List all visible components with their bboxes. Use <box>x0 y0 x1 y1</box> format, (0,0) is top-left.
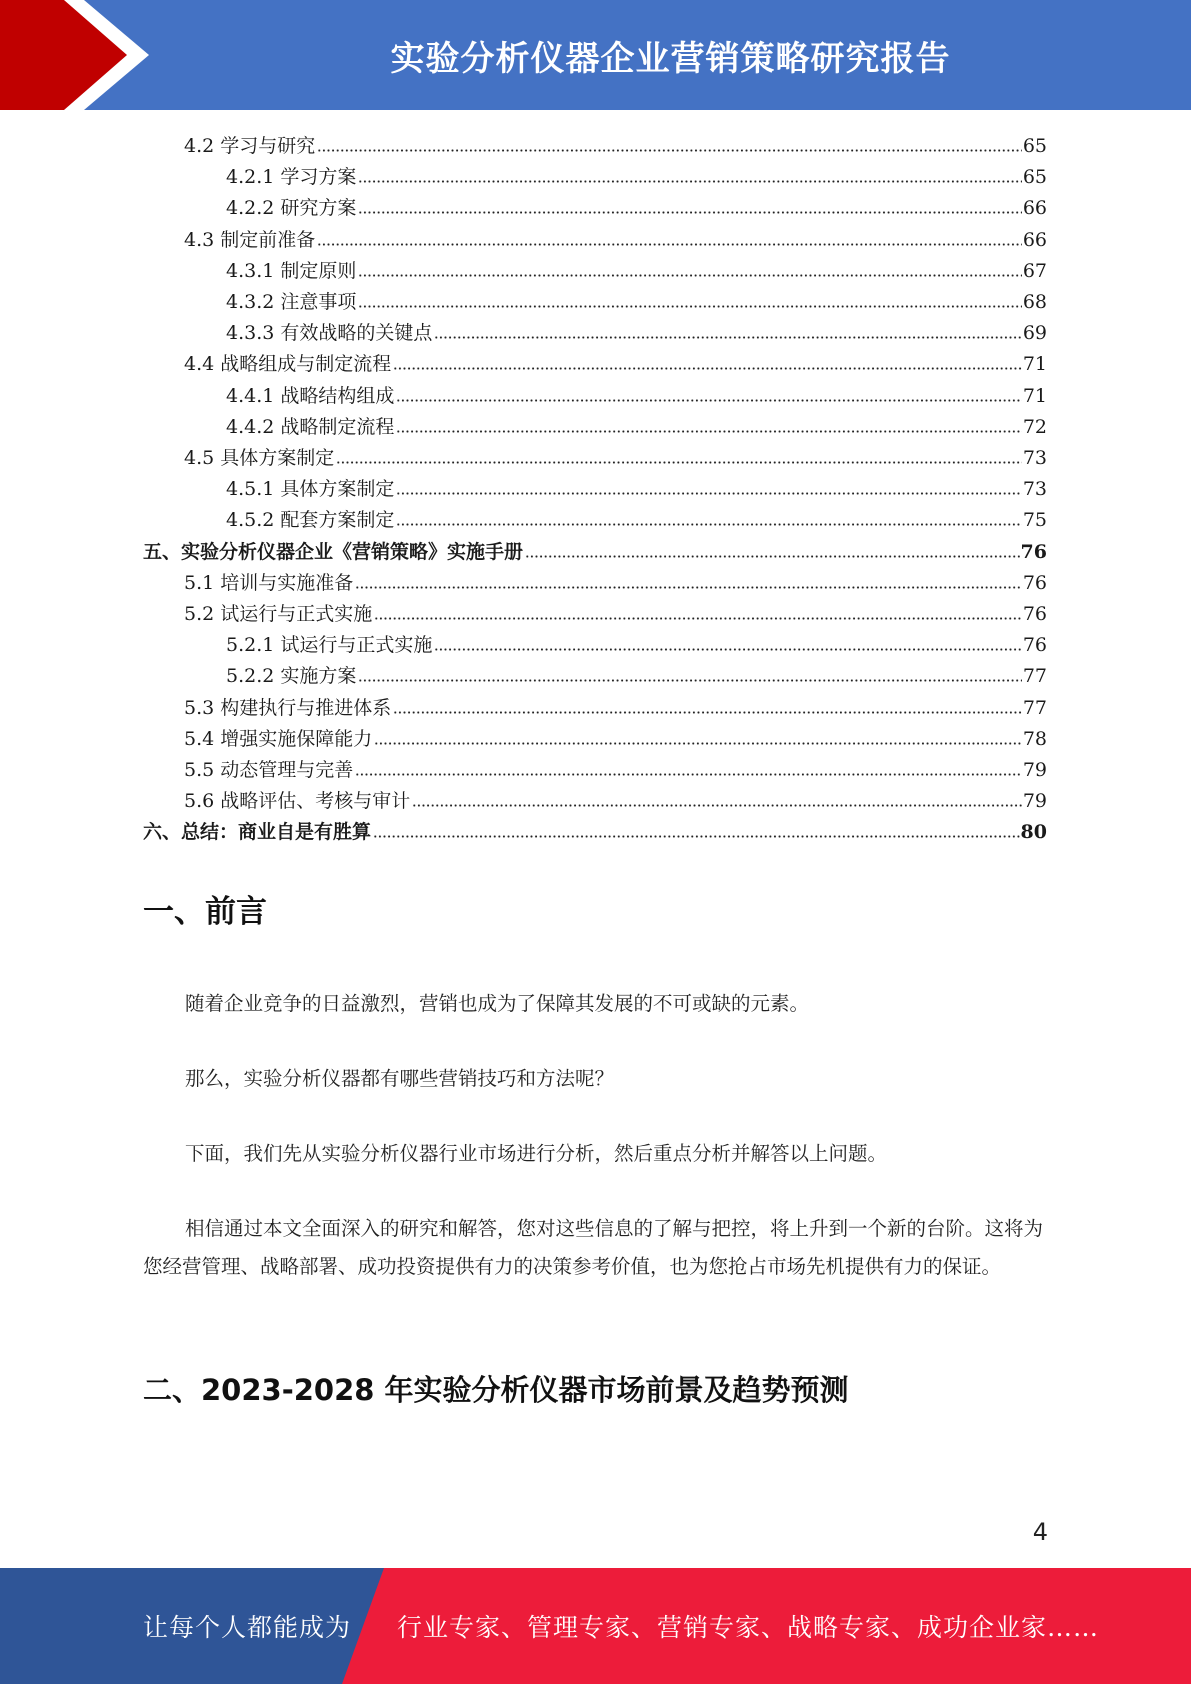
toc-dot-leader <box>336 460 1022 465</box>
toc-entry[interactable] <box>184 719 1047 750</box>
toc-entry[interactable] <box>226 656 1047 687</box>
toc-dot-leader <box>355 772 1022 777</box>
page-number: 4 <box>1032 1518 1048 1546</box>
toc-dot-leader <box>358 273 1021 278</box>
toc-entry-page: 66 <box>1022 197 1047 220</box>
toc-dot-leader <box>373 834 1020 839</box>
toc-entry-label: 5.6 战略评估、考核与审计 <box>184 790 411 813</box>
toc-entry[interactable] <box>184 220 1047 251</box>
preface-paragraph-4: 相信通过本文全面深入的研究和解答，您对这些信息的了解与把控，将上升到一个新的台阶。这将为您经营管理、战略部署、成功投资提供有力的决策参考价值，也为您抢占市场先机提供有力的保证。 <box>143 1217 1044 1278</box>
toc-entry[interactable] <box>226 625 1047 656</box>
toc-entry-page: 73 <box>1022 478 1047 501</box>
toc-entry[interactable] <box>184 563 1047 594</box>
toc-entry-label: 4.3.2 注意事项 <box>226 291 357 313</box>
toc-entry-label: 4.2.1 学习方案 <box>226 166 357 189</box>
toc-entry-label: 4.3.3 有效战略的关键点 <box>226 322 433 345</box>
header-arrow-icon <box>0 0 160 110</box>
toc-dot-leader <box>412 803 1022 808</box>
toc-entry-label: 4.5.2 配套方案制定 <box>226 509 395 532</box>
toc-entry-label: 六、总结：商业自是有胜算 <box>143 821 372 844</box>
toc-entry-page: 66 <box>1022 228 1047 251</box>
toc-entry-page: 71 <box>1022 353 1047 376</box>
toc-entry-label: 5.4 增强实施保障能力 <box>184 727 373 750</box>
toc-entry-page: 79 <box>1022 790 1047 813</box>
toc-entry[interactable] <box>184 126 1047 157</box>
preface-paragraph-2: 那么，实验分析仪器都有哪些营销技巧和方法呢？ <box>185 1067 615 1090</box>
toc-dot-leader <box>358 179 1021 184</box>
toc-entry-label: 4.2 学习与研究 <box>184 135 316 157</box>
toc-dot-leader <box>396 491 1021 496</box>
toc-entry-label: 5.3 构建执行与推进体系 <box>184 696 392 719</box>
toc-entry-page: 68 <box>1022 291 1047 313</box>
footer-slogan-left: 让每个人都能成为 <box>143 1613 352 1642</box>
toc-entry-page: 67 <box>1022 259 1047 282</box>
toc-entry-page: 71 <box>1022 384 1047 407</box>
toc-entry[interactable] <box>226 469 1047 500</box>
toc-dot-leader <box>358 304 1021 309</box>
toc-entry[interactable] <box>184 344 1047 375</box>
toc-entry-label: 5.2.2 实施方案 <box>226 665 357 688</box>
toc-entry[interactable] <box>184 438 1047 469</box>
toc-dot-leader <box>317 242 1022 247</box>
toc-entry-label: 4.2.2 研究方案 <box>226 197 357 220</box>
toc-dot-leader <box>525 554 1020 559</box>
toc-entry-label: 4.5 具体方案制定 <box>184 447 335 469</box>
toc-entry-page: 77 <box>1022 665 1047 688</box>
toc-entry-label: 4.4 战略组成与制定流程 <box>184 353 392 376</box>
preface-paragraph-1: 随着企业竞争的日益激烈，营销也成为了保障其发展的不可或缺的元素。 <box>185 992 810 1015</box>
toc-dot-leader <box>358 678 1021 683</box>
toc-dot-leader <box>393 366 1022 371</box>
toc-dot-leader <box>434 335 1021 340</box>
footer-slogan-right: 行业专家、管理专家、营销专家、战略专家、成功企业家…… <box>397 1613 1100 1642</box>
page-footer <box>0 1568 1191 1684</box>
toc-entry-label: 5.1 培训与实施准备 <box>184 571 354 594</box>
toc-entry-label: 五、实验分析仪器企业《营销策略》实施手册 <box>143 540 524 563</box>
toc-entry-label: 5.2 试运行与正式实施 <box>184 603 373 625</box>
toc-dot-leader <box>393 710 1022 715</box>
toc-entry[interactable] <box>226 500 1047 531</box>
toc-entry[interactable] <box>143 532 1047 563</box>
toc-entry-label: 4.3.1 制定原则 <box>226 259 357 282</box>
toc-entry-label: 4.3 制定前准备 <box>184 228 316 251</box>
toc-entry-label: 5.2.1 试运行与正式实施 <box>226 634 433 657</box>
toc-entry-page: 73 <box>1022 447 1047 469</box>
toc-entry-page: 78 <box>1022 727 1047 750</box>
toc-entry-page: 65 <box>1022 166 1047 189</box>
document-title: 实验分析仪器企业营销策略研究报告 <box>390 38 951 79</box>
toc-dot-leader <box>434 647 1021 652</box>
toc-entry-label: 4.4.1 战略结构组成 <box>226 384 395 407</box>
toc-entry[interactable] <box>184 750 1047 781</box>
toc-entry[interactable] <box>184 594 1047 625</box>
toc-entry-page: 77 <box>1022 696 1047 719</box>
toc-entry[interactable] <box>226 188 1047 219</box>
toc-entry-label: 5.5 动态管理与完善 <box>184 759 354 781</box>
toc-entry-page: 76 <box>1022 603 1047 625</box>
page-header <box>0 0 1191 110</box>
toc-entry-page: 76 <box>1020 540 1047 563</box>
toc-entry[interactable] <box>226 282 1047 313</box>
toc-entry-page: 80 <box>1020 821 1047 844</box>
toc-dot-leader <box>355 585 1022 590</box>
toc-entry-page: 65 <box>1022 135 1047 157</box>
toc-entry[interactable] <box>226 376 1047 407</box>
toc-entry-page: 76 <box>1022 634 1047 657</box>
toc-entry[interactable] <box>226 251 1047 282</box>
toc-entry-label: 4.5.1 具体方案制定 <box>226 478 395 501</box>
toc-entry[interactable] <box>226 157 1047 188</box>
toc-dot-leader <box>374 616 1022 621</box>
toc-entry-page: 72 <box>1022 415 1047 438</box>
toc-entry[interactable] <box>184 688 1047 719</box>
toc-dot-leader <box>396 398 1021 403</box>
toc-dot-leader <box>374 741 1022 746</box>
toc-entry[interactable] <box>184 781 1047 812</box>
preface-paragraph-3: 下面，我们先从实验分析仪器行业市场进行分析，然后重点分析并解答以上问题。 <box>185 1142 888 1165</box>
toc-entry[interactable] <box>226 313 1047 344</box>
toc-dot-leader <box>396 522 1021 527</box>
toc-entry-label: 4.4.2 战略制定流程 <box>226 415 395 438</box>
toc-entry-page: 69 <box>1022 322 1047 345</box>
toc-entry[interactable] <box>143 812 1047 843</box>
toc-dot-leader <box>396 429 1021 434</box>
toc-entry-page: 76 <box>1022 571 1047 594</box>
toc-entry-page: 75 <box>1022 509 1047 532</box>
market-forecast-heading: 二、2023-2028 年实验分析仪器市场前景及趋势预测 <box>143 1373 849 1407</box>
toc-dot-leader <box>358 210 1021 215</box>
toc-dot-leader <box>317 148 1022 153</box>
preface-heading: 一、前言 <box>143 894 267 930</box>
toc-entry-page: 79 <box>1022 759 1047 781</box>
toc-entry[interactable] <box>226 407 1047 438</box>
